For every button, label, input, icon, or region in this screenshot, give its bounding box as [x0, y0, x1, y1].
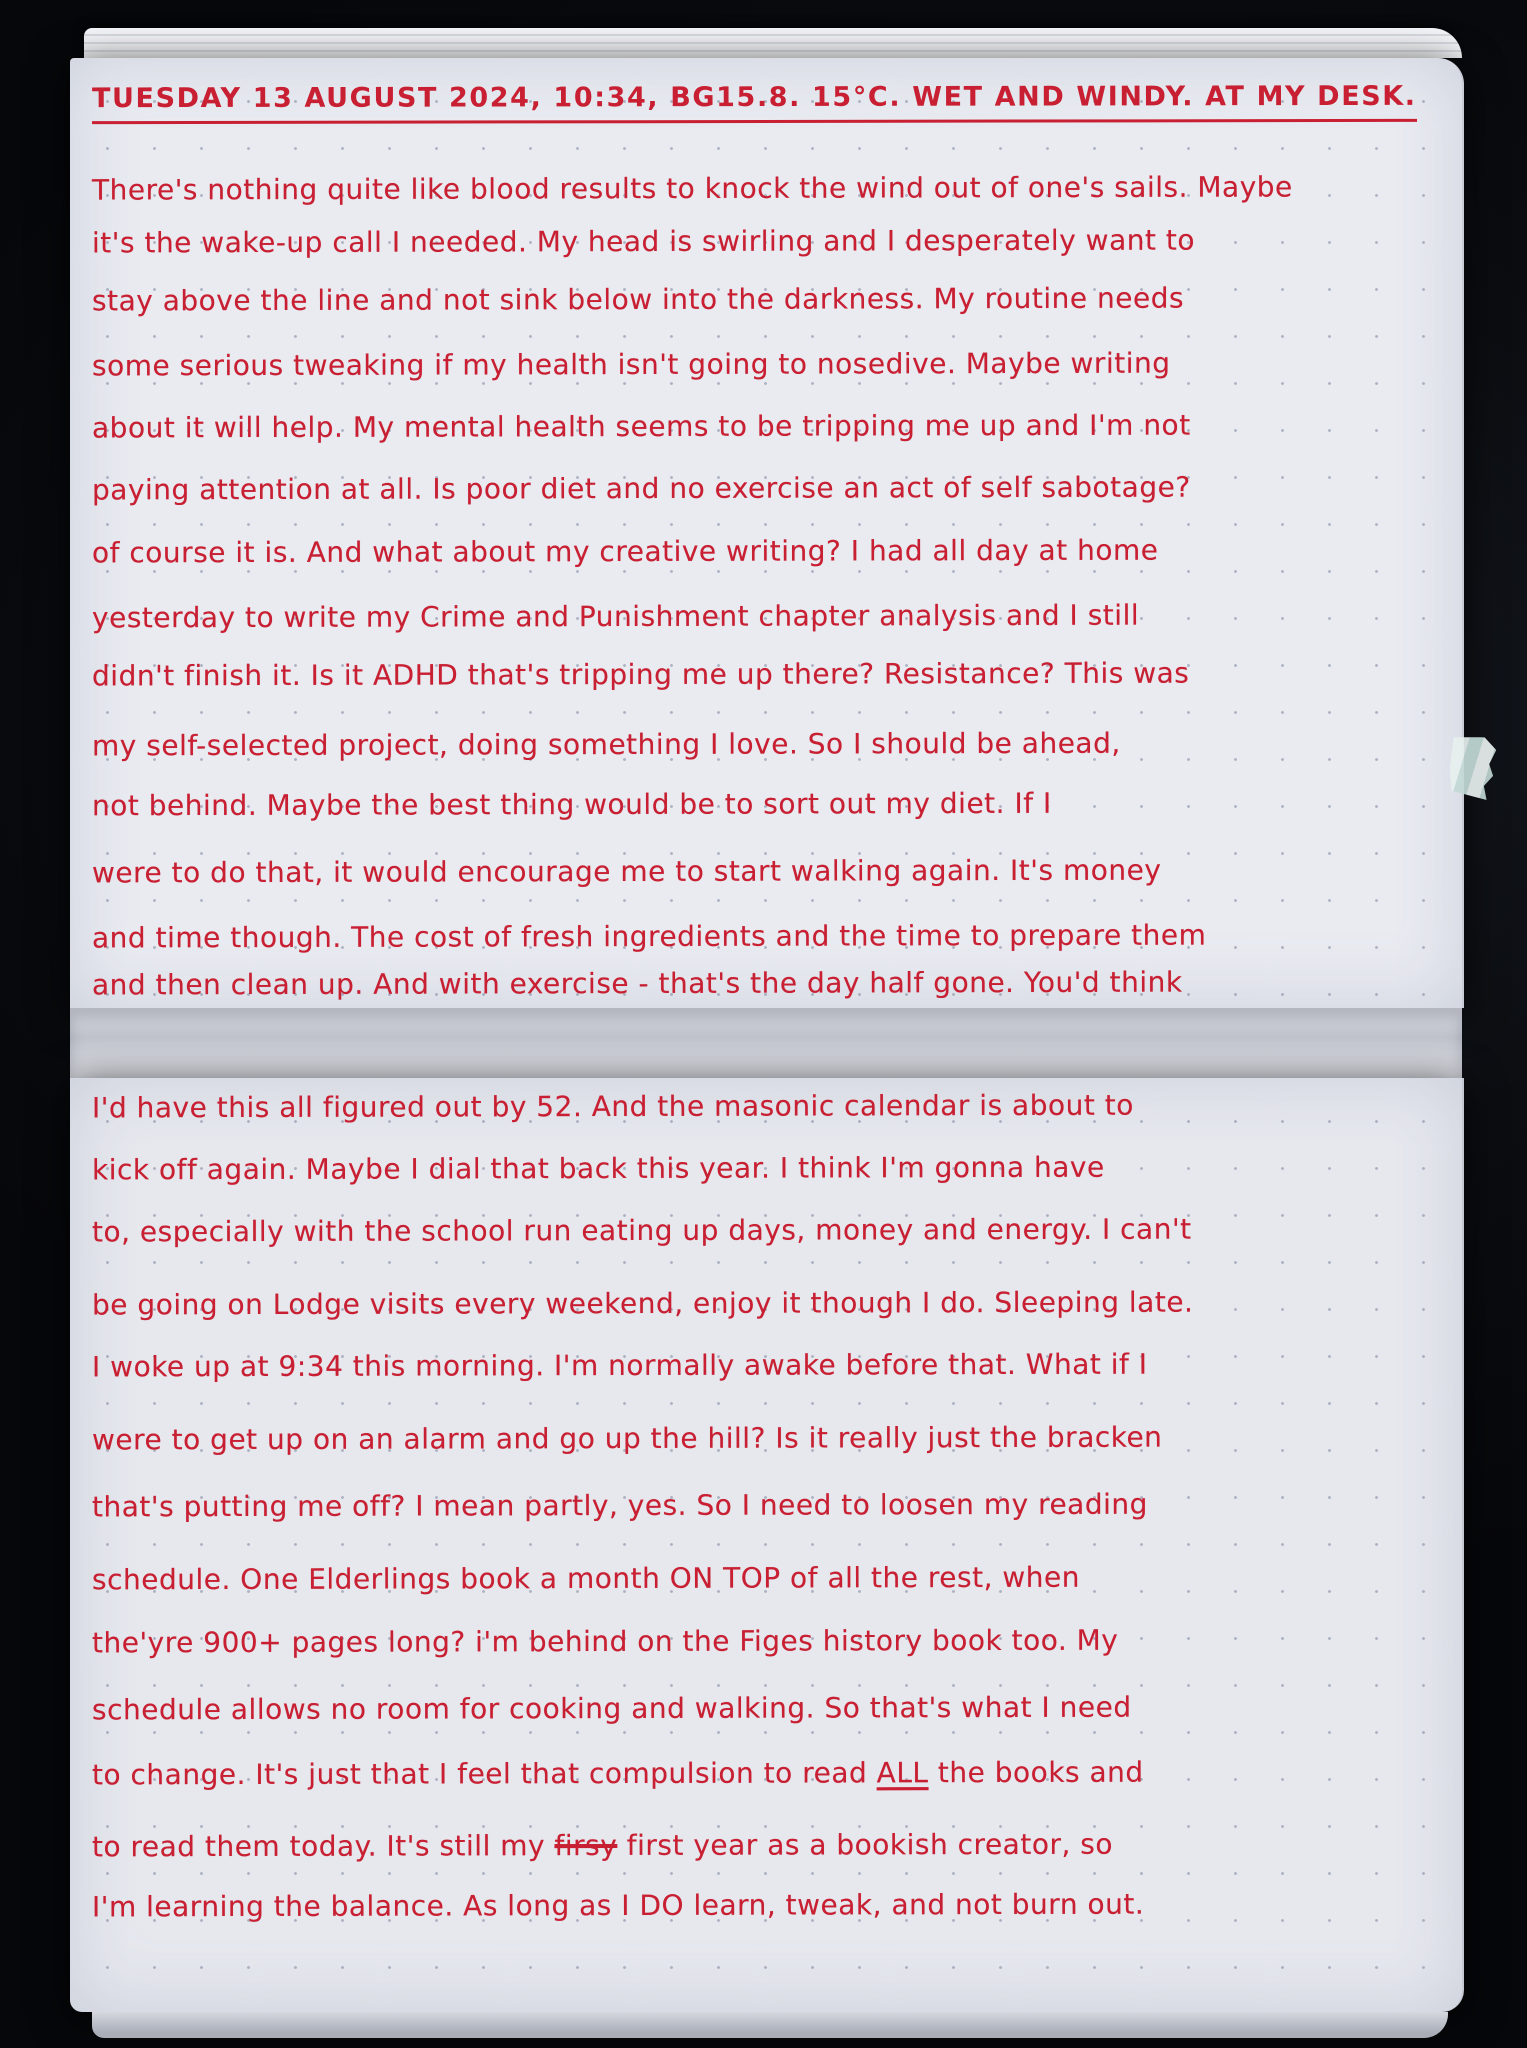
journal-text-segment: There's nothing quite like blood results to knock the wind out of one's sails. Maybe	[91, 170, 1293, 207]
journal-line	[92, 854, 1162, 897]
journal-line	[92, 282, 1184, 325]
journal-line	[92, 1151, 1105, 1194]
journal-text-segment: were to do that, it would encourage me to start walking again. It's money	[91, 853, 1162, 890]
journal-line	[92, 1691, 1132, 1734]
journal-page-bottom	[70, 1078, 1464, 2012]
journal-line	[92, 1286, 1194, 1329]
journal-line	[92, 657, 1189, 700]
underlined-word: ALL	[876, 1756, 929, 1790]
journal-text-segment: were to get up on an alarm and go up the hill? Is it really just the bracken	[91, 1420, 1163, 1457]
journal-text-segment: didn't finish it. Is it ADHD that's tripping me up there? Resistance? This was	[91, 656, 1190, 693]
journal-line	[92, 1213, 1192, 1256]
journal-text-segment: I'd have this all figured out by 52. And the masonic calendar is about to	[91, 1088, 1134, 1125]
journal-text-segment: the'yre 900+ pages long? i'm behind on the Figes history book too. My	[91, 1623, 1119, 1660]
journal-text-segment: of course it is. And what about my creative writing? I had all day at home	[91, 533, 1159, 570]
journal-line	[92, 1089, 1134, 1132]
journal-text-segment: and time though. The cost of fresh ingredients and the time to prepare them	[91, 918, 1207, 955]
journal-line	[92, 534, 1159, 577]
journal-text-segment: it's the wake-up call I needed. My head is swirling and I desperately want to	[91, 223, 1196, 260]
journal-text-segment: about it will help. My mental health seems to be tripping me up and I'm not	[91, 408, 1191, 445]
journal-line	[92, 599, 1139, 642]
journal-line	[92, 1488, 1148, 1531]
journal-text-segment: and then clean up. And with exercise - that's the day half gone. You'd think	[91, 965, 1183, 1002]
journal-text-segment: to, especially with the school run eating up days, money and energy. I can't	[91, 1212, 1192, 1249]
journal-text-segment: stay above the line and not sink below into the darkness. My routine needs	[91, 281, 1185, 318]
journal-line	[92, 1624, 1118, 1667]
journal-line	[92, 1888, 1144, 1931]
journal-line	[92, 919, 1206, 962]
journal-text-segment: not behind. Maybe the best thing would be to sort out my diet. If I	[91, 786, 1052, 823]
journal-text-segment: I'm learning the balance. As long as I DO learn, tweak, and not burn out.	[91, 1887, 1145, 1924]
page-edges-top	[84, 28, 1462, 58]
journal-line	[92, 409, 1191, 452]
journal-line	[92, 471, 1191, 514]
journal-line	[92, 966, 1183, 1008]
journal-text-segment: paying attention at all. Is poor diet and no exercise an act of self sabotage?	[91, 470, 1191, 507]
journal-text-segment: first year as a bookish creator, so	[617, 1827, 1114, 1862]
journal-text-segment: to change. It's just that I feel that compulsion to read	[91, 1756, 877, 1792]
journal-text-segment: the books and	[928, 1755, 1144, 1790]
journal-line	[92, 1561, 1080, 1604]
journal-text-segment: that's putting me off? I mean partly, yes. So I need to loosen my reading	[91, 1487, 1148, 1524]
bookmark-ribbon	[1446, 734, 1497, 801]
journal-text-segment: be going on Lodge visits every weekend, enjoy it though I do. Sleeping late.	[91, 1285, 1194, 1322]
journal-line	[92, 170, 1293, 213]
journal-line	[92, 347, 1171, 390]
journal-text-segment: my self-selected project, doing something I love. So I should be ahead,	[91, 726, 1121, 763]
entry-header: TUESDAY 13 AUGUST 2024, 10:34, BG15.8. 15°C. WET AND WINDY. AT MY DESK.	[92, 81, 1417, 124]
journal-line	[92, 1348, 1148, 1391]
page-edges-bottom	[92, 2012, 1448, 2038]
journal-text-segment: schedule allows no room for cooking and walking. So that's what I need	[91, 1690, 1132, 1727]
journal-text-segment: some serious tweaking if my health isn't going to nosedive. Maybe writing	[91, 346, 1171, 383]
page-fold-gutter	[70, 1008, 1462, 1080]
journal-text-segment: I woke up at 9:34 this morning. I'm normally awake before that. What if I	[91, 1347, 1148, 1384]
journal-line	[92, 727, 1121, 770]
journal-page-top	[70, 58, 1464, 1008]
journal-line	[92, 224, 1195, 267]
crossed-out-word: firsy	[554, 1828, 618, 1863]
journal-line	[92, 1756, 1144, 1799]
journal-line	[92, 1421, 1163, 1464]
journal-text-segment: kick off again. Maybe I dial that back this year. I think I'm gonna have	[91, 1150, 1105, 1187]
journal-line	[92, 787, 1052, 830]
journal-text-segment: yesterday to write my Crime and Punishment chapter analysis and I still	[91, 598, 1140, 635]
journal-line	[92, 1828, 1113, 1871]
journal-text-segment: to read them today. It's still my	[91, 1829, 555, 1864]
journal-text-segment: schedule. One Elderlings book a month ON TOP of all the rest, when	[91, 1560, 1081, 1597]
